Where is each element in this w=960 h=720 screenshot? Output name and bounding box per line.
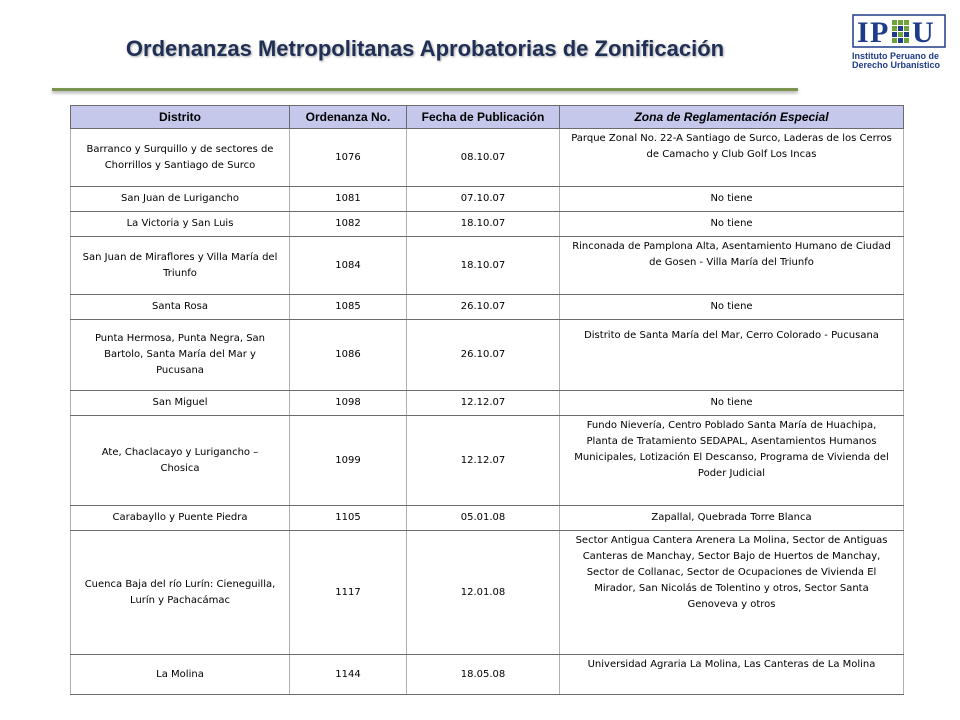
cell-ordenanza: 1084	[290, 237, 407, 295]
cell-ordenanza: 1098	[290, 391, 407, 416]
table-row	[71, 416, 904, 506]
logo-caption-line: Instituto Peruano de	[852, 51, 940, 61]
column-header-ordenanza: Ordenanza No.	[290, 106, 407, 129]
cell-fecha: 18.10.07	[407, 237, 560, 295]
column-header-fecha: Fecha de Publicación	[407, 106, 560, 129]
cell-ordenanza: 1144	[290, 655, 407, 695]
ordinance-table	[70, 105, 904, 695]
table-row	[71, 655, 904, 695]
cell-zona: Universidad Agraria La Molina, Las Canteras de La Molina	[560, 655, 904, 695]
cell-fecha: 26.10.07	[407, 295, 560, 320]
cell-distrito: La Victoria y San Luis	[71, 212, 290, 237]
cell-distrito: San Miguel	[71, 391, 290, 416]
cell-ordenanza: 1117	[290, 531, 407, 655]
cell-ordenanza: 1086	[290, 320, 407, 391]
title-underline	[52, 88, 798, 91]
cell-zona: Sector Antigua Cantera Arenera La Molina, Sector de Antiguas Canteras de Manchay, Sector Bajo de Huertos de Manchay, Sector de Collanac, Sector de Ocupaciones de Vivienda El Mirador, San Nicolás de Tolentino y otros, Sector Santa Genoveva y otros	[560, 531, 904, 655]
cell-fecha: 12.12.07	[407, 391, 560, 416]
cell-zona: No tiene	[560, 212, 904, 237]
cell-distrito: Barranco y Surquillo y de sectores de Chorrillos y Santiago de Surco	[71, 129, 290, 187]
cell-fecha: 08.10.07	[407, 129, 560, 187]
logo-letter-p: P	[870, 16, 889, 48]
cell-fecha: 07.10.07	[407, 187, 560, 212]
table-header-row	[71, 106, 904, 129]
page-title: Ordenanzas Metropolitanas Aprobatorias de Zonificación	[125, 36, 725, 61]
cell-ordenanza: 1105	[290, 506, 407, 531]
cell-distrito: Santa Rosa	[71, 295, 290, 320]
cell-zona: Zapallal, Quebrada Torre Blanca	[560, 506, 904, 531]
cell-zona: Parque Zonal No. 22-A Santiago de Surco, Laderas de los Cerros de Camacho y Club Golf Los Incas	[560, 129, 904, 187]
ipdu-logo	[852, 14, 946, 96]
cell-ordenanza: 1076	[290, 129, 407, 187]
cell-distrito: San Juan de Lurigancho	[71, 187, 290, 212]
ipdu-logo-mark	[852, 14, 946, 48]
cell-zona: No tiene	[560, 187, 904, 212]
cell-fecha: 12.12.07	[407, 416, 560, 506]
table-row	[71, 531, 904, 655]
table-row	[71, 237, 904, 295]
table-row	[71, 391, 904, 416]
table-row	[71, 187, 904, 212]
cell-distrito: San Juan de Miraflores y Villa María del Triunfo	[71, 237, 290, 295]
table-row	[71, 506, 904, 531]
logo-letter-u: U	[912, 16, 934, 48]
column-header-distrito: Distrito	[71, 106, 290, 129]
table-row	[71, 212, 904, 237]
cell-distrito: Punta Hermosa, Punta Negra, San Bartolo, Santa María del Mar y Pucusana	[71, 320, 290, 391]
cell-ordenanza: 1085	[290, 295, 407, 320]
cell-zona: Distrito de Santa María del Mar, Cerro Colorado - Pucusana	[560, 320, 904, 391]
table-row	[71, 129, 904, 187]
logo-grid-icon	[892, 20, 909, 43]
cell-distrito: Ate, Chaclacayo y Lurigancho – Chosica	[71, 416, 290, 506]
cell-zona: No tiene	[560, 295, 904, 320]
cell-fecha: 18.05.08	[407, 655, 560, 695]
table-row	[71, 320, 904, 391]
cell-ordenanza: 1081	[290, 187, 407, 212]
table-row	[71, 295, 904, 320]
logo-caption	[852, 52, 952, 70]
cell-zona: Fundo Nievería, Centro Poblado Santa María de Huachipa, Planta de Tratamiento SEDAPAL, Asentamientos Humanos Municipales, Lotización El Descanso, Programa de Vivienda del Poder Judicial	[560, 416, 904, 506]
cell-distrito: Carabayllo y Puente Piedra	[71, 506, 290, 531]
column-header-zona: Zona de Reglamentación Especial	[560, 106, 904, 129]
cell-distrito: La Molina	[71, 655, 290, 695]
cell-ordenanza: 1082	[290, 212, 407, 237]
cell-distrito: Cuenca Baja del río Lurín: Cieneguilla, Lurín y Pachacámac	[71, 531, 290, 655]
cell-zona: Rinconada de Pamplona Alta, Asentamiento Humano de Ciudad de Gosen - Villa María del Triunfo	[560, 237, 904, 295]
cell-fecha: 26.10.07	[407, 320, 560, 391]
cell-zona: No tiene	[560, 391, 904, 416]
cell-fecha: 18.10.07	[407, 212, 560, 237]
cell-fecha: 05.01.08	[407, 506, 560, 531]
cell-fecha: 12.01.08	[407, 531, 560, 655]
logo-letter-i: I	[857, 16, 869, 48]
logo-caption-line: Derecho Urbanístico	[852, 60, 941, 70]
cell-ordenanza: 1099	[290, 416, 407, 506]
